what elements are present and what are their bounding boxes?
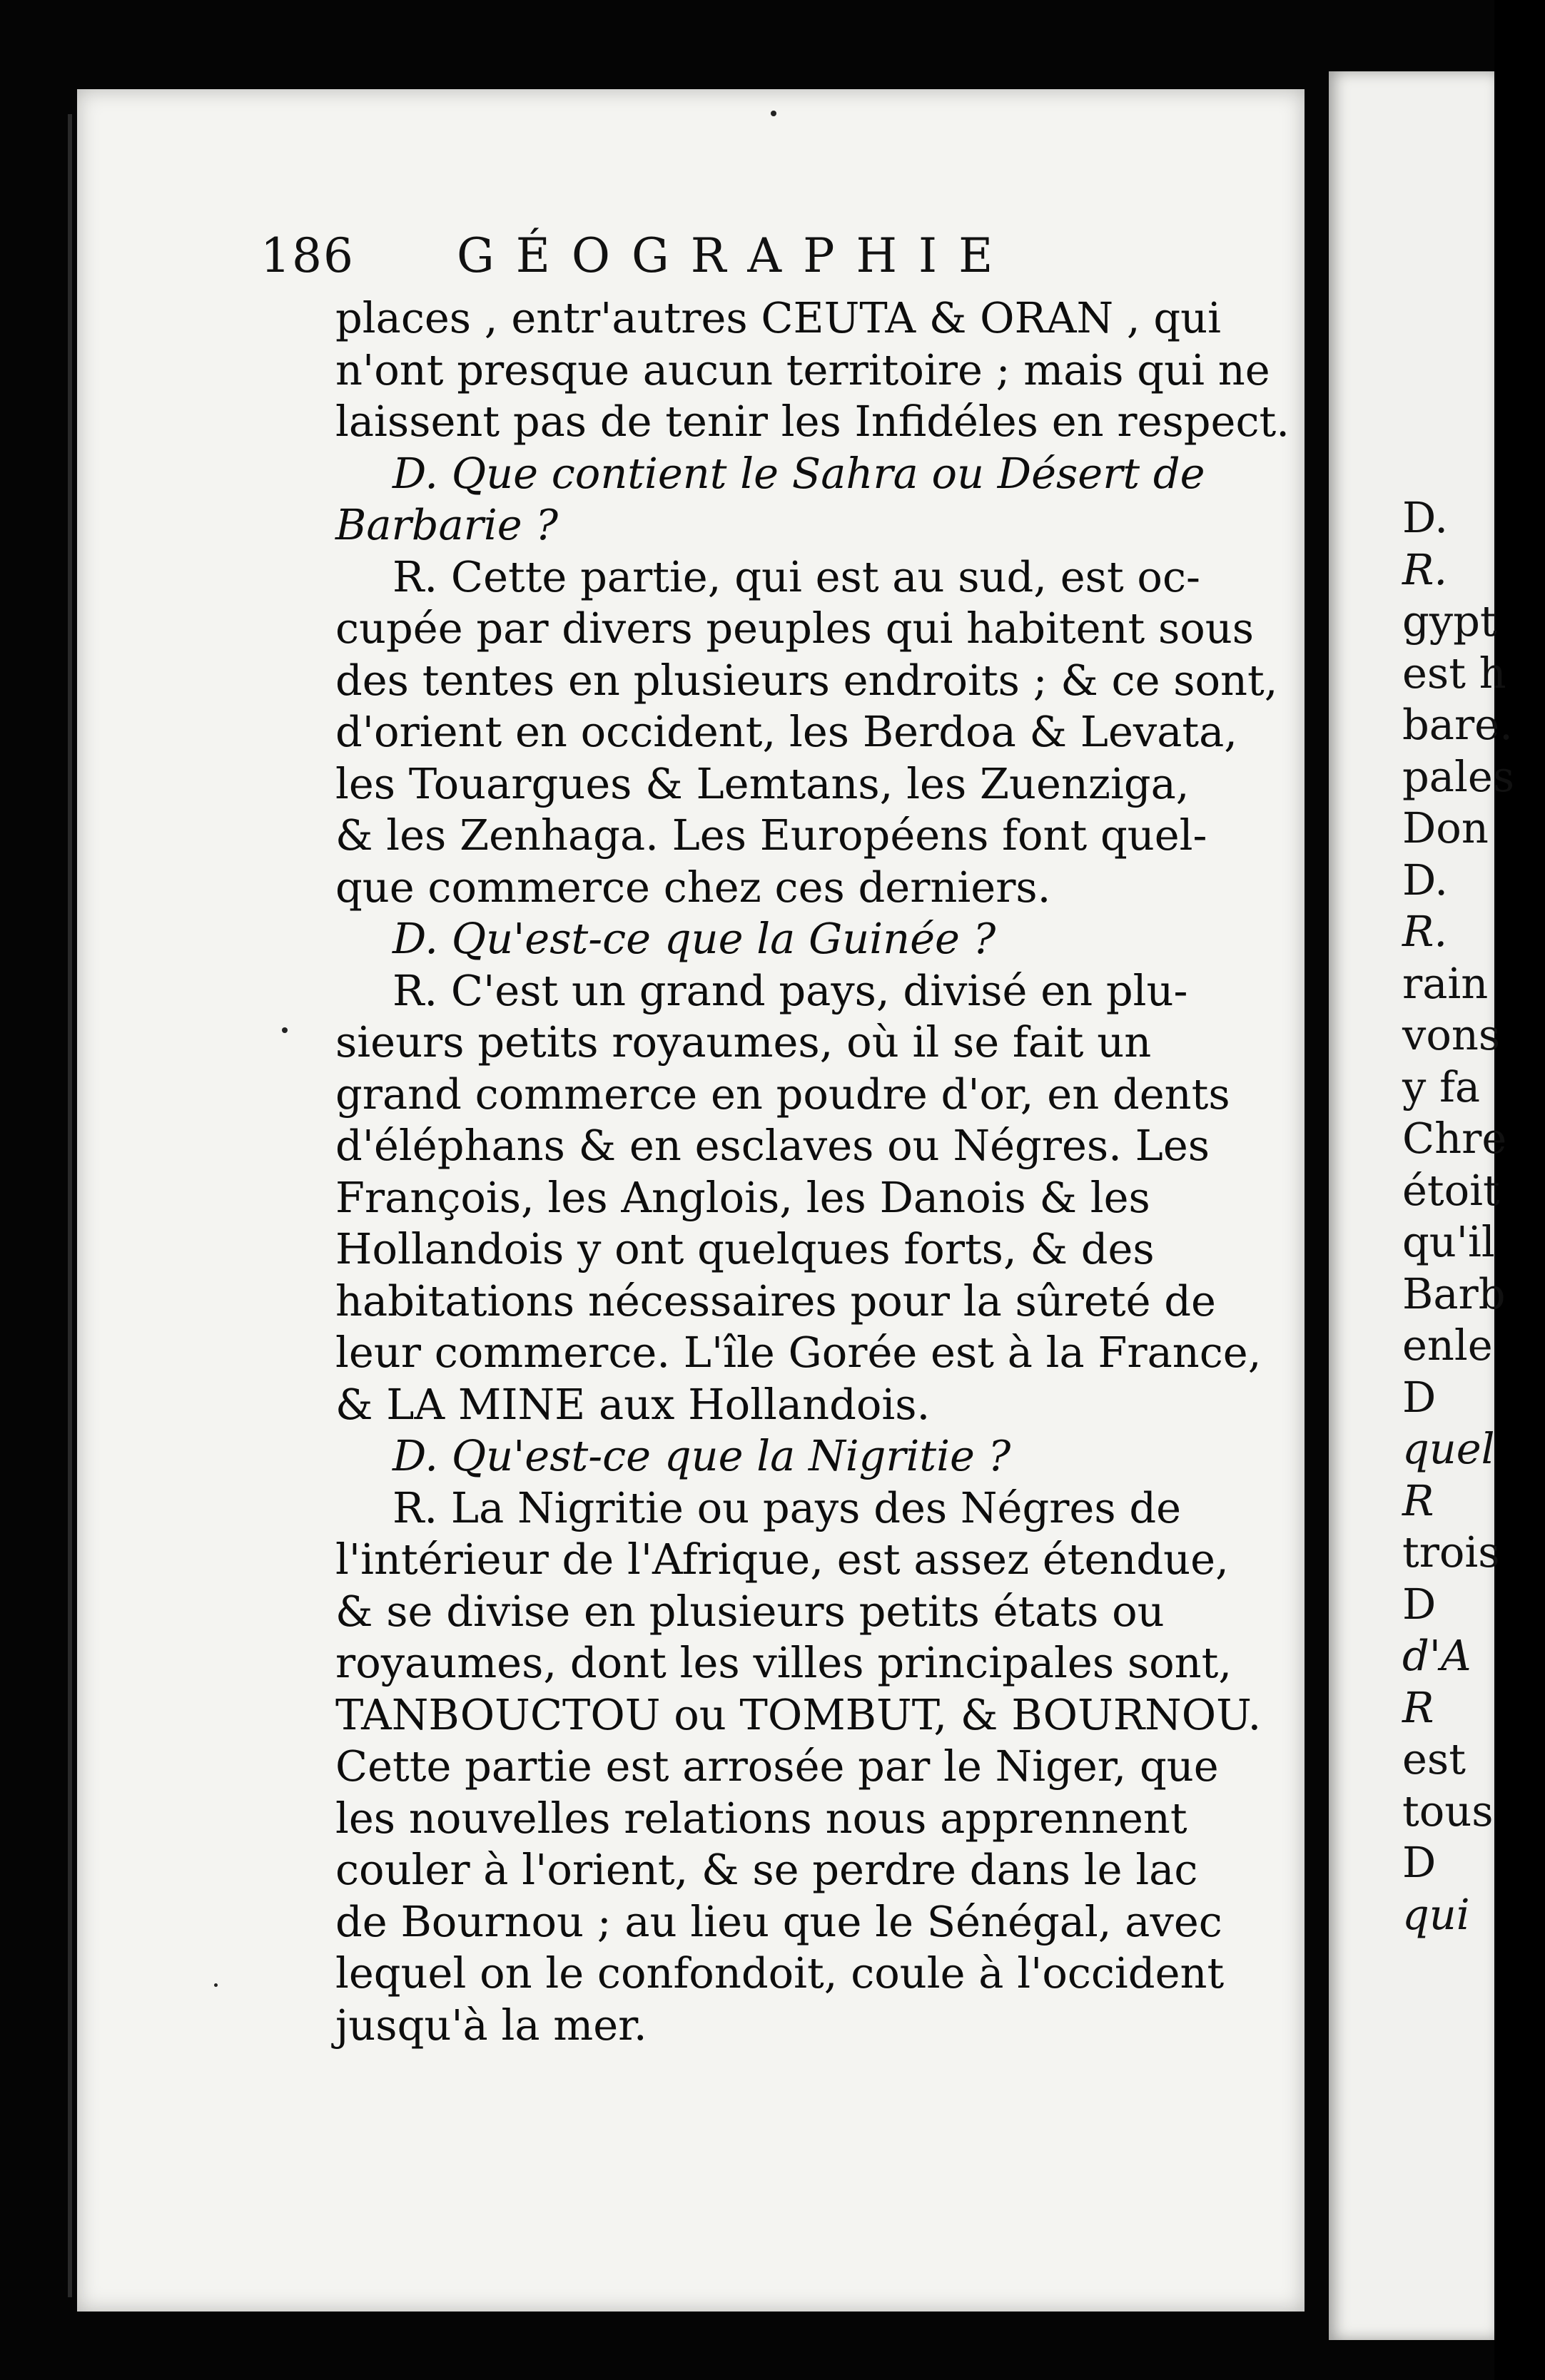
text-line: TANBOUCTOU ou TOMBUT, & BOURNOU. [335,1689,1262,1739]
text-line: laissent pas de tenir les Infidéles en respect. [335,397,1290,446]
fragment: gypt [1402,596,1497,646]
fragment: Chre [1402,1114,1507,1163]
answer-line: R. Cette partie, qui est au sud, est oc- [392,551,1200,601]
text-line: les Touargues & Lemtans, les Zuenziga, [335,758,1190,808]
question-line: D. Qu'est-ce que la Guinée ? [392,914,996,963]
text-line: des tentes en plusieurs endroits ; & ce sont, [335,655,1278,705]
fragment: quel [1402,1424,1495,1473]
fragment: D. [1402,855,1448,905]
text-line: & les Zenhaga. Les Européens font quel- [335,810,1207,860]
fragment: R. [1402,544,1448,594]
text-line: François, les Anglois, les Danois & les [335,1172,1150,1222]
text-line: grand commerce en poudre d'or, en dents [335,1069,1230,1119]
fragment: D [1402,1838,1437,1887]
fragment: R. [1402,907,1448,956]
question-line: D. Que contient le Sahra ou Désert de [392,448,1205,498]
text-line: Hollandois y ont quelques forts, & des [335,1224,1155,1273]
fragment: R [1402,1475,1434,1525]
running-title: GÉOGRAPHIE [457,228,1015,283]
text-line: couler à l'orient, & se perdre dans le lac [335,1845,1198,1894]
text-line: l'intérieur de l'Afrique, est assez étendue, [335,1535,1229,1584]
text-line: jusqu'à la mer. [335,2000,647,2050]
fragment: est [1402,1734,1466,1784]
text-line: leur commerce. L'île Gorée est à la France, [335,1328,1262,1377]
text-line: d'orient en occident, les Berdoa & Levata, [335,707,1238,756]
text-line: places , entr'autres CEUTA & ORAN , qui [335,293,1222,342]
text-line: que commerce chez ces derniers. [335,862,1051,912]
fragment: R [1402,1682,1434,1732]
fragment: pales [1402,751,1515,801]
question-line: D. Qu'est-ce que la Nigritie ? [392,1431,1011,1480]
text-line: de Bournou ; au lieu que le Sénégal, avec [335,1896,1222,1946]
text-line: habitations nécessaires pour la sûreté de [335,1276,1216,1326]
page-body [335,293,1290,2051]
fragment: vons [1402,1010,1501,1059]
question-line: Barbarie ? [335,500,559,549]
answer-line: R. La Nigritie ou pays des Négres de [392,1483,1182,1532]
fragment: Barb [1402,1268,1506,1318]
answer-line: R. C'est un grand pays, divisé en plu- [392,965,1188,1015]
text-line: sieurs petits royaumes, où il se fait un [335,1017,1152,1067]
fragment: qui [1402,1889,1470,1939]
fragment: Don [1402,803,1489,853]
text-line: n'ont presque aucun territoire ; mais qui ne [335,345,1270,395]
ink-speck [214,1983,218,1987]
fragment: d'A [1402,1631,1471,1680]
facing-page-text [1402,492,1545,1941]
text-line: les nouvelles relations nous apprennent [335,1793,1187,1843]
fragment: D. [1402,493,1448,542]
fragment: tous [1402,1786,1494,1836]
page-number: 186 [260,228,355,283]
binding-edge [68,114,72,2297]
fragment: est h [1402,648,1506,698]
fragment: étoit [1402,1165,1500,1215]
fragment: D [1402,1372,1437,1422]
text-line: Cette partie est arrosée par le Niger, que [335,1741,1219,1791]
text-line: & LA MINE aux Hollandois. [335,1379,931,1429]
text-line: royaumes, dont les villes principales sont, [335,1638,1232,1687]
fragment: y fa [1402,1062,1481,1112]
text-line: lequel on le confondoit, coule à l'occident [335,1948,1225,1998]
ink-speck [282,1027,288,1033]
fragment: D [1402,1579,1437,1629]
text-line: cupée par divers peuples qui habitent sous [335,604,1255,653]
text-line: d'éléphans & en esclaves ou Négres. Les [335,1121,1210,1170]
fragment: enle [1402,1321,1493,1370]
fragment: bare. [1402,700,1513,749]
ink-speck [771,111,776,116]
fragment: rain [1402,958,1489,1008]
text-line: & se divise en plusieurs petits états ou [335,1586,1165,1636]
fragment: trois [1402,1527,1500,1577]
fragment: qu'il [1402,1217,1495,1266]
page-header [260,214,1045,293]
